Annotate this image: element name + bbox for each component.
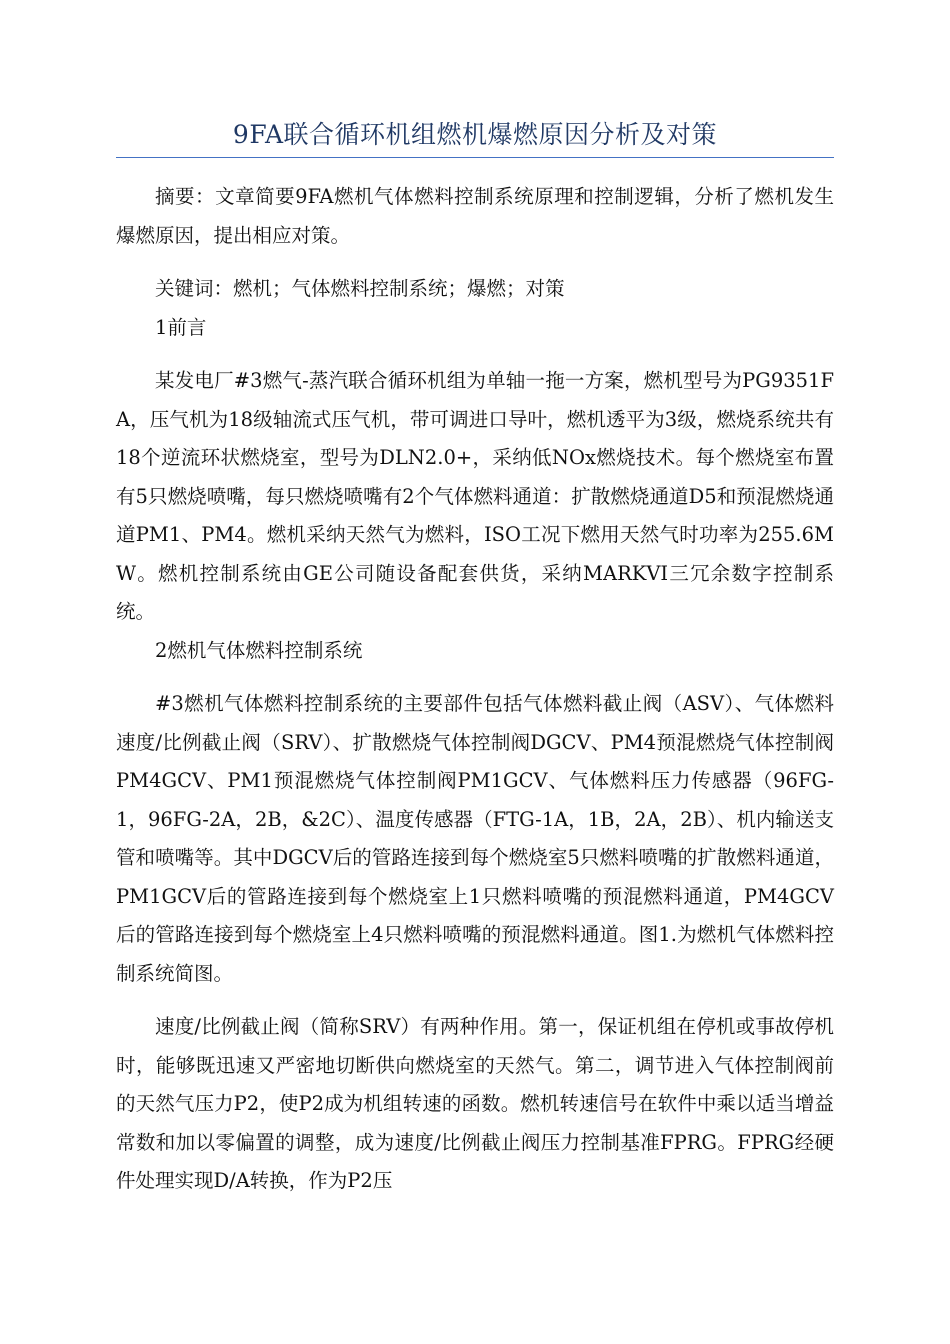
title-underline xyxy=(116,157,834,158)
section-1-heading: 1前言 xyxy=(155,315,207,339)
section-1-paragraph: 某发电厂#3燃气-蒸汽联合循环机组为单轴一拖一方案，燃机型号为PG9351FA，压气机为18级轴流式压气机，带可调进口导叶，燃机透平为3级，燃烧系统共有18个逆流环状燃烧室，型号为DLN2.0+，采纳低NOx燃烧技术。每个燃烧室布置有5只燃烧喷嘴，每只燃烧喷嘴有2个气体燃料通道：扩散燃烧通道D5和预混燃烧通道PM1、PM4。燃机采纳天然气为燃料，ISO工况下燃用天然气时功率为255.6MW。燃机控制系统由GE公司随设备配套供货，采纳MARKVI三冗余数字控制系统。 xyxy=(116,369,834,623)
section-2-heading: 2燃机气体燃料控制系统 xyxy=(155,638,363,662)
keywords-paragraph: 关键词：燃机；气体燃料控制系统；爆燃；对策 xyxy=(155,277,565,300)
document-title: 9FA联合循环机组燃机爆燃原因分析及对策 xyxy=(232,120,718,149)
abstract-paragraph: 摘要：文章简要9FA燃机气体燃料控制系统原理和控制逻辑，分析了燃机发生爆燃原因，提出相应对策。 xyxy=(116,185,834,247)
section-2-paragraph-1: #3燃机气体燃料控制系统的主要部件包括气体燃料截止阀（ASV）、气体燃料速度/比例截止阀（SRV）、扩散燃烧气体控制阀DGCV、PM4预混燃烧气体控制阀PM4GCV、PM1预混燃烧气体控制阀PM1GCV、气体燃料压力传感器（96FG-1，96FG-2A，2B，&2C）、温度传感器（FTG-1A，1B，2A，2B）、机内输送支管和喷嘴等。其中DGCV后的管路连接到每个燃烧室5只燃料喷嘴的扩散燃料通道，PM1GCV后的管路连接到每个燃烧室上1只燃料喷嘴的预混燃料通道，PM4GCV后的管路连接到每个燃烧室上4只燃料喷嘴的预混燃料通道。图1.为燃机气体燃料控制系统简图。 xyxy=(116,692,834,985)
section-2-paragraph-2: 速度/比例截止阀（简称SRV）有两种作用。第一，保证机组在停机或事故停机时，能够既迅速又严密地切断供向燃烧室的天然气。第二，调节进入气体控制阀前的天然气压力P2，使P2成为机组转速的函数。燃机转速信号在软件中乘以适当增益常数和加以零偏置的调整，成为速度/比例截止阀压力控制基准FPRG。FPRG经硬件处理实现D/A转换，作为P2压 xyxy=(116,1015,834,1192)
document-page xyxy=(116,0,834,1201)
